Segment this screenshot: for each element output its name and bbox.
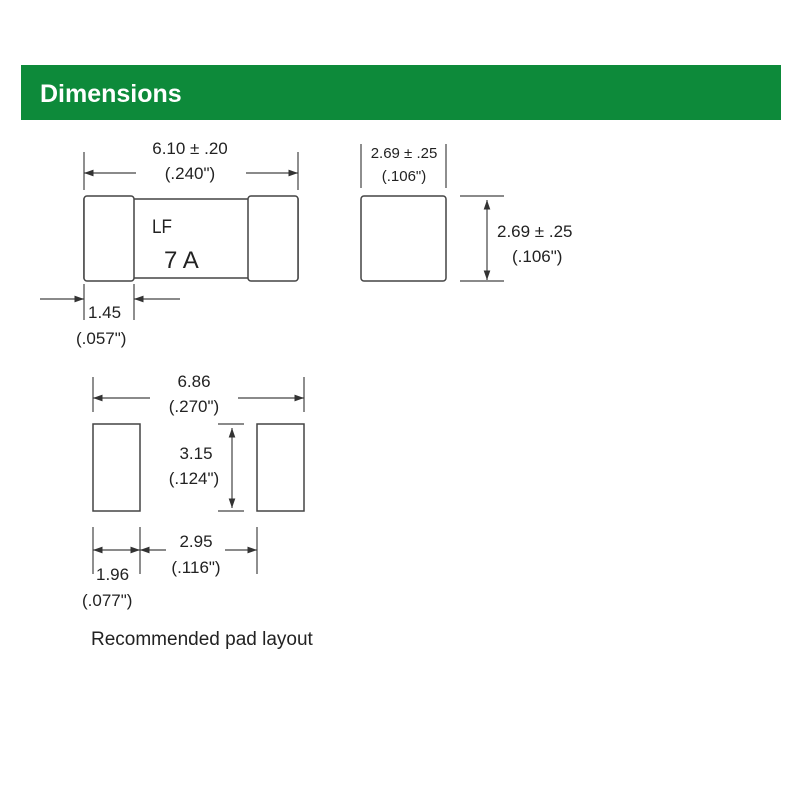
pad-height-value: 3.15 [179,444,213,463]
pad-height-value-inches: (.124") [168,469,220,488]
pad-width-value-inches: (.077") [82,591,133,610]
left-end-cap [84,196,134,281]
length-value-inches: (.240") [164,164,216,183]
marking-rating: 7 A [164,247,199,274]
pad-layout [93,424,304,511]
end-height-value: 2.69 ± .25 [497,222,573,241]
fuse-end-view [361,196,446,281]
end-cap-value: 1.45 [88,303,122,322]
pad-overall-value: 6.86 [177,372,211,391]
gap-value-inches: (.116") [171,558,221,577]
pad-height-dimension [218,424,244,511]
marking-logo: LF [152,217,172,238]
left-pad [93,424,140,511]
gap-value: 2.95 [179,532,213,551]
length-value: 6.10 ± .20 [152,139,228,158]
pad-layout-caption: Recommended pad layout [91,629,313,650]
end-cap-value-inches: (.057") [76,329,127,348]
end-width-value: 2.69 ± .25 [370,145,438,162]
right-end-cap [248,196,298,281]
pad-overall-value-inches: (.270") [168,397,220,416]
end-width-value-inches: (.106") [381,168,427,185]
end-height-value-inches: (.106") [512,247,563,266]
right-pad [257,424,304,511]
header-title: Dimensions [40,80,182,108]
pad-width-value: 1.96 [96,565,130,584]
